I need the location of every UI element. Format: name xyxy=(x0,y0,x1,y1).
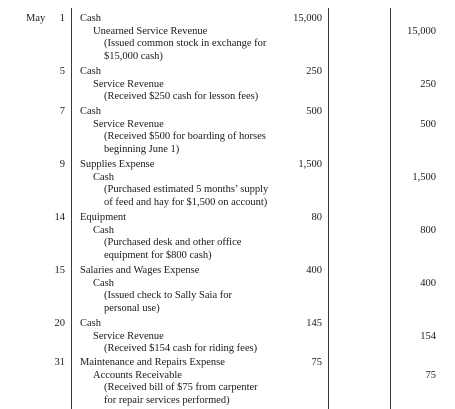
explanation-line: for repair services performed) xyxy=(104,394,230,406)
credit-account: Cash xyxy=(93,171,114,183)
debit-amount: 500 xyxy=(306,106,322,117)
date-column-divider xyxy=(71,8,72,409)
entry-day: 14 xyxy=(54,212,65,223)
credit-account: Service Revenue xyxy=(93,118,164,130)
explanation-line: equipment for $800 cash) xyxy=(104,249,212,261)
debit-amount: 15,000 xyxy=(293,13,322,24)
credit-account: Service Revenue xyxy=(93,330,164,342)
debit-account: Salaries and Wages Expense xyxy=(80,265,200,276)
explanation-line: beginning June 1) xyxy=(104,143,180,155)
entry-day: 15 xyxy=(54,265,65,276)
credit-account: Unearned Service Revenue xyxy=(93,25,208,37)
entry-day: 7 xyxy=(59,106,65,117)
entry-day: 9 xyxy=(59,159,65,170)
debit-amount: 250 xyxy=(306,66,322,77)
entry-day: 31 xyxy=(54,357,65,368)
debit-amount: 400 xyxy=(306,265,322,276)
debit-account: Cash xyxy=(80,66,101,77)
credit-amount: 75 xyxy=(425,369,436,381)
debit-column-left-divider xyxy=(328,8,329,409)
debit-amount: 75 xyxy=(311,357,322,368)
debit-account: Cash xyxy=(80,13,101,24)
credit-amount: 400 xyxy=(420,277,436,289)
credit-account: Accounts Receivable xyxy=(93,369,182,381)
credit-amount: 250 xyxy=(420,78,436,90)
entry-day: 5 xyxy=(59,66,65,77)
explanation-line: of feed and hay for $1,500 on account) xyxy=(104,196,268,208)
debit-column-right-divider xyxy=(390,8,391,409)
debit-amount: 80 xyxy=(311,212,322,223)
explanation-line: (Received $250 cash for lesson fees) xyxy=(104,91,259,103)
credit-account: Cash xyxy=(93,277,114,289)
explanation-line: (Issued common stock in exchange for xyxy=(104,38,267,50)
explanation-line: (Issued check to Sally Saia for xyxy=(104,290,233,302)
explanation-line: $15,000 cash) xyxy=(104,50,163,62)
debit-account: Supplies Expense xyxy=(80,159,155,170)
debit-amount: 1,500 xyxy=(298,159,322,170)
debit-account: Cash xyxy=(80,106,101,117)
credit-amount: 1,500 xyxy=(412,171,436,183)
explanation-line: (Purchased desk and other office xyxy=(104,237,242,249)
credit-amount: 15,000 xyxy=(407,25,436,37)
explanation-line: (Received $154 cash for riding fees) xyxy=(104,343,258,355)
credit-amount: 154 xyxy=(420,330,436,342)
debit-account: Cash xyxy=(80,318,101,329)
debit-account: Maintenance and Repairs Expense xyxy=(80,357,225,368)
explanation-line: personal use) xyxy=(104,302,160,314)
entry-day: 1 xyxy=(59,13,65,24)
credit-amount: 500 xyxy=(420,118,436,130)
entry-month: May xyxy=(26,13,46,24)
debit-account: Equipment xyxy=(80,212,127,223)
credit-account: Service Revenue xyxy=(93,78,164,90)
explanation-line: (Received bill of $75 from carpenter xyxy=(104,382,258,394)
explanation-line: (Purchased estimated 5 months’ supply xyxy=(104,184,269,196)
credit-amount: 800 xyxy=(420,224,436,236)
explanation-line: (Received $500 for boarding of horses xyxy=(104,131,266,143)
credit-account: Cash xyxy=(93,224,114,236)
debit-amount: 145 xyxy=(306,318,322,329)
entry-day: 20 xyxy=(54,318,65,329)
